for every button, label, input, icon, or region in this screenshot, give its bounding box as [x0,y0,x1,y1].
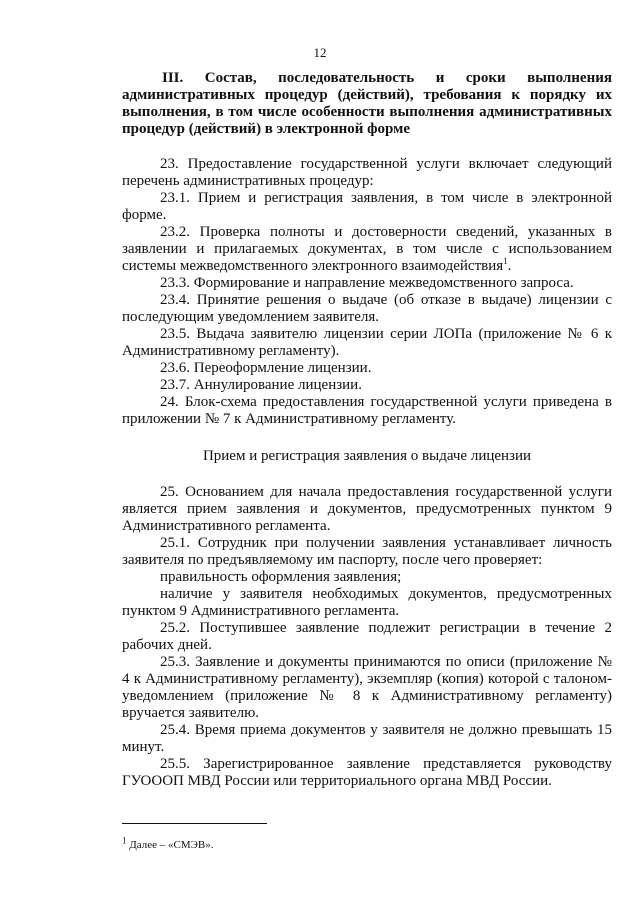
paragraph-23-1: 23.1. Прием и регистрация заявления, в том числе в электронной форме. [122,190,612,223]
paragraph-25-4: 25.4. Время приема документов у заявителя не должно превышать 15 минут. [122,722,612,755]
paragraph-23-2-end: . [507,258,512,274]
document-body [122,70,612,790]
paragraph-23-2 [122,224,612,275]
paragraph-23: 23. Предоставление государственной услуги включает следующий перечень административных процедур: [122,156,612,189]
footnote-number: 1 [122,835,127,846]
paragraph-25-2: 25.2. Поступившее заявление подлежит регистрации в течение 2 рабочих дней. [122,620,612,653]
paragraph-check-1: правильность оформления заявления; [160,569,402,585]
paragraph-23-6: 23.6. Переоформление лицензии. [160,360,372,376]
paragraph-23-3: 23.3. Формирование и направление межведомственного запроса. [160,275,574,291]
paragraph-25: 25. Основанием для начала предоставления государственной услуги является прием заявления и документов, предусмотренных пунктом 9 Административного регламента. [122,484,612,534]
paragraph-23-7: 23.7. Аннулирование лицензии. [160,377,362,393]
paragraph-23-5: 23.5. Выдача заявителю лицензии серии ЛОПа (приложение № 6 к Административному регламенту). [122,326,612,359]
paragraph-25-3: 25.3. Заявление и документы принимаются по описи (приложение № 4 к Административному регламенту), экземпляр (копия) которой с талоном-уведомлением (приложение № 8 к Административному регламенту) вручается заявителю. [122,654,612,721]
footnote [122,835,214,852]
section-title-line-1: III. Состав, последовательность и сроки выполнения [162,70,612,86]
section-title-rest: административных процедур (действий), требования к порядку их выполнения, в том числе особенности выполнения административных процедур (действий) в электронной форме [122,87,612,137]
page-number: 12 [313,45,327,60]
subheading: Прием и регистрация заявления о выдаче лицензии [202,448,532,464]
footnote-reference: 1 [503,256,508,266]
paragraph-23-2-text: 23.2. Проверка полноты и достоверности сведений, указанных в заявлении и прилагаемых документах, в том числе с использованием системы межведомственного электронного взаимодействия [122,224,612,274]
paragraph-23-4: 23.4. Принятие решения о выдаче (об отказе в выдаче) лицензии с последующим уведомлением заявителя. [122,292,612,325]
paragraph-25-1: 25.1. Сотрудник при получении заявления устанавливает личность заявителя по предъявляемому им паспорту, после чего проверяет: [122,535,612,568]
section-title [122,70,612,138]
paragraph-24: 24. Блок-схема предоставления государственной услуги приведена в приложении № 7 к Административному регламенту. [122,394,612,427]
paragraph-25-5: 25.5. Зарегистрированное заявление представляется руководству ГУОООП МВД России или территориального органа МВД России. [122,756,612,789]
footnote-text: Далее – «СМЭВ». [126,839,214,851]
footnote-divider [122,823,267,824]
paragraph-check-2: наличие у заявителя необходимых документов, предусмотренных пунктом 9 Административного регламента. [122,586,612,619]
